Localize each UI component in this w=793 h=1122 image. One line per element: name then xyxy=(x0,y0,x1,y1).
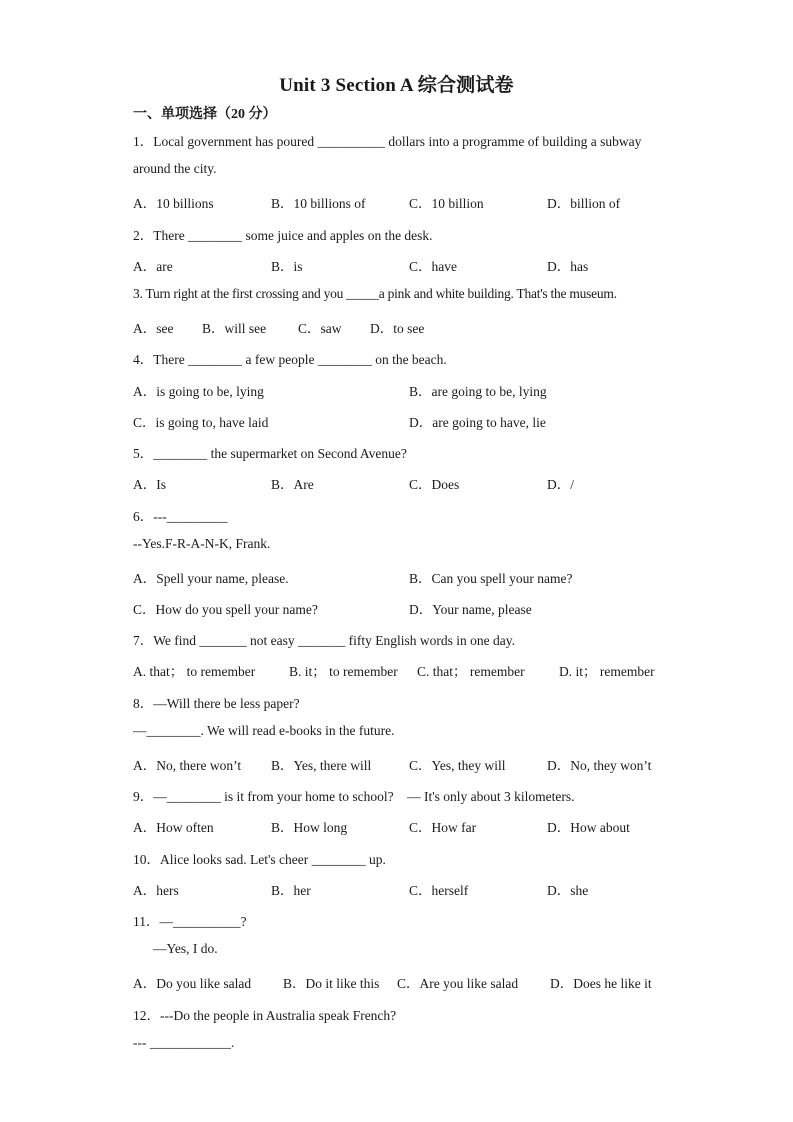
question-8-option-d: D．No, they won’t xyxy=(547,758,652,773)
question-1-option-c: C．10 billion xyxy=(409,196,484,211)
question-11-option-a: A．Do you like salad xyxy=(133,976,252,991)
question-5-option-a: A．Is xyxy=(133,477,166,492)
question-6-option-c: C．How do you spell your name? xyxy=(133,602,318,617)
question-4-option-c: C．is going to, have laid xyxy=(133,415,269,430)
question-4-option-d: D．are going to have, lie xyxy=(409,415,546,430)
question-1-line-2: around the city. xyxy=(133,161,217,176)
question-2-option-b: B．is xyxy=(271,259,303,274)
question-9-option-c: C．How far xyxy=(409,820,477,835)
question-8-option-c: C．Yes, they will xyxy=(409,758,506,773)
question-2-option-a: A．are xyxy=(133,259,173,274)
question-3-option-d: D．to see xyxy=(370,321,425,336)
question-7-option-c: C. that； remember xyxy=(417,664,525,679)
question-7-option-d: D. it； remember xyxy=(559,664,655,679)
question-9-line-1: 9．—________ is it from your home to school? — It's only about 3 kilometers. xyxy=(133,789,575,804)
question-3-option-a: A．see xyxy=(133,321,174,336)
question-2-option-c: C．have xyxy=(409,259,457,274)
question-3-line-1: 3. Turn right at the first crossing and you _____a pink and white building. That's the museum. xyxy=(133,286,617,301)
question-6-line-1: 6．---_________ xyxy=(133,509,228,524)
question-8-line-1: 8．—Will there be less paper? xyxy=(133,696,300,711)
question-8-option-a: A．No, there won’t xyxy=(133,758,242,773)
question-6-option-b: B．Can you spell your name? xyxy=(409,571,573,586)
question-6-option-a: A．Spell your name, please. xyxy=(133,571,289,586)
question-11-line-2: —Yes, I do. xyxy=(153,941,218,956)
question-3-option-c: C．saw xyxy=(298,321,342,336)
question-10-option-a: A．hers xyxy=(133,883,179,898)
question-2-line-1: 2．There ________ some juice and apples on the desk. xyxy=(133,228,433,243)
section-heading: 一、单项选择（20 分） xyxy=(133,107,277,122)
question-9-option-b: B．How long xyxy=(271,820,348,835)
question-4-option-a: A．is going to be, lying xyxy=(133,384,264,399)
question-9-option-d: D．How about xyxy=(547,820,630,835)
question-11-option-c: C．Are you like salad xyxy=(397,976,519,991)
question-11-option-b: B．Do it like this xyxy=(283,976,380,991)
question-1-option-b: B．10 billions of xyxy=(271,196,366,211)
page-title: Unit 3 Section A 综合测试卷 xyxy=(279,75,514,96)
question-7-line-1: 7．We find _______ not easy _______ fifty English words in one day. xyxy=(133,633,515,648)
question-4-option-b: B．are going to be, lying xyxy=(409,384,547,399)
question-9-option-a: A．How often xyxy=(133,820,214,835)
question-5-option-b: B．Are xyxy=(271,477,314,492)
question-3-option-b: B．will see xyxy=(202,321,267,336)
question-12-line-2: --- ____________. xyxy=(133,1035,235,1050)
question-8-line-2: —________. We will read e-books in the future. xyxy=(133,723,395,738)
question-10-line-1: 10．Alice looks sad. Let's cheer ________ up. xyxy=(133,852,386,867)
question-1-option-a: A．10 billions xyxy=(133,196,214,211)
question-6-line-2: --Yes.F-R-A-N-K, Frank. xyxy=(133,536,271,551)
question-2-option-d: D．has xyxy=(547,259,589,274)
question-4-line-1: 4．There ________ a few people ________ on the beach. xyxy=(133,352,447,367)
question-10-option-c: C．herself xyxy=(409,883,469,898)
question-8-option-b: B．Yes, there will xyxy=(271,758,372,773)
question-1-line-1: 1．Local government has poured __________ dollars into a programme of building a subway xyxy=(133,134,642,149)
question-5-option-d: D．/ xyxy=(547,477,574,492)
question-10-option-d: D．she xyxy=(547,883,589,898)
question-10-option-b: B．her xyxy=(271,883,311,898)
question-12-line-1: 12．---Do the people in Australia speak French? xyxy=(133,1008,397,1023)
question-7-option-b: B. it； to remember xyxy=(289,664,398,679)
question-11-line-1: 11．—__________? xyxy=(133,914,247,929)
question-7-option-a: A. that； to remember xyxy=(133,664,256,679)
question-5-line-1: 5．________ the supermarket on Second Avenue? xyxy=(133,446,407,461)
question-5-option-c: C．Does xyxy=(409,477,460,492)
question-11-option-d: D．Does he like it xyxy=(550,976,652,991)
question-6-option-d: D．Your name, please xyxy=(409,602,532,617)
question-1-option-d: D．billion of xyxy=(547,196,621,211)
